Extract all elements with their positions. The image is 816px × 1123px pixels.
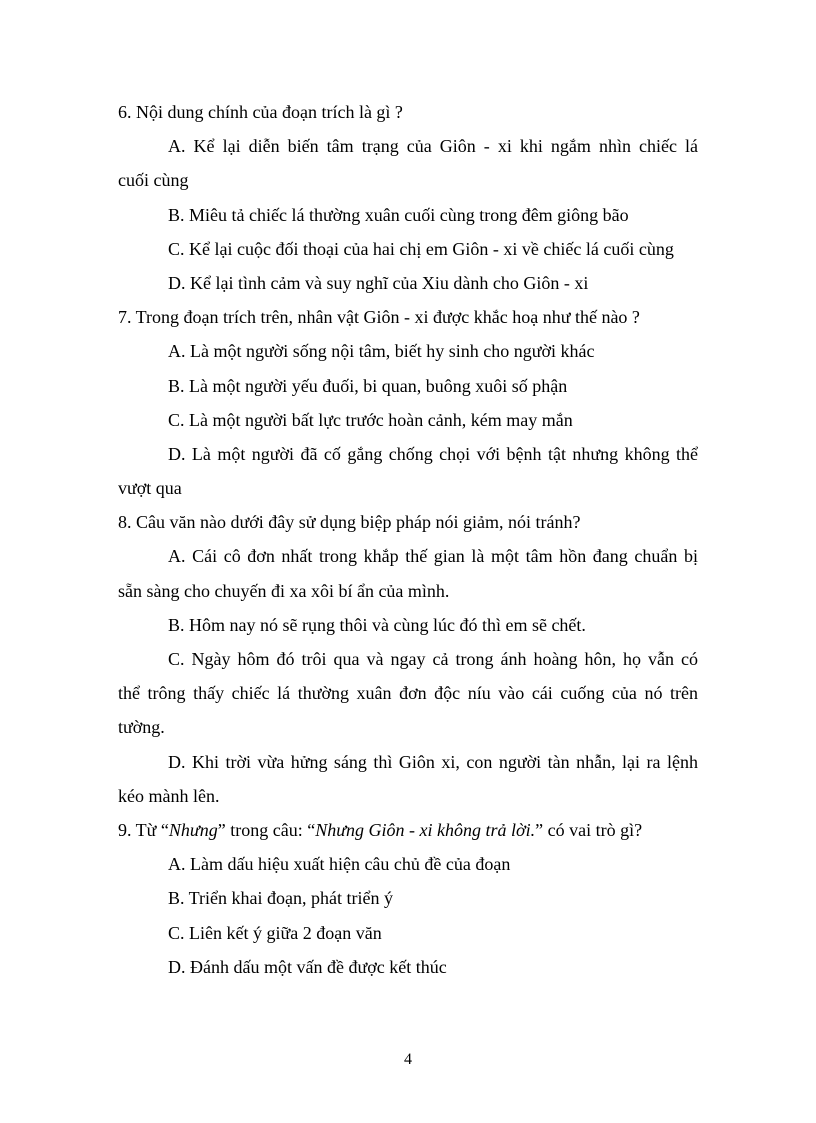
question-9-stem-part-a: 9. Từ “ <box>118 819 169 840</box>
question-6-option-a: A. Kể lại diễn biến tâm trạng của Giôn - xi khi ngắm nhìn chiếc lá <box>168 136 698 157</box>
question-list <box>118 95 698 984</box>
question-8-option-d-continuation: kéo mành lên. <box>118 785 220 806</box>
question-6-stem: 6. Nội dung chính của đoạn trích là gì ? <box>118 102 403 122</box>
question-7-option-a: A. Là một người sống nội tâm, biết hy sinh cho người khác <box>168 341 595 362</box>
question-9-stem-keyword: Nhưng <box>168 819 218 840</box>
question-9-stem-part-c: ” trong câu: “ <box>217 819 316 840</box>
question-6-option-a-continuation: cuối cùng <box>118 170 189 191</box>
question-7-option-b: B. Là một người yếu đuối, bi quan, buông xuôi số phận <box>168 375 568 396</box>
question-9-stem-quoted-sentence: Nhưng Giôn - xi không trả lời. <box>315 819 536 840</box>
question-8-option-d: D. Khi trời vừa hửng sáng thì Giôn xi, con người tàn nhẫn, lại ra lệnh <box>168 751 698 772</box>
question-9-option-a: A. Làm dấu hiệu xuất hiện câu chủ đề của đoạn <box>168 854 511 875</box>
page-number: 4 <box>404 1051 412 1068</box>
question-6-option-b: B. Miêu tả chiếc lá thường xuân cuối cùng trong đêm giông bão <box>168 204 629 225</box>
question-7-option-d-continuation: vượt qua <box>118 478 182 499</box>
question-8-option-c-continuation-2: tường. <box>118 717 165 738</box>
question-9-option-c: C. Liên kết ý giữa 2 đoạn văn <box>168 922 382 943</box>
question-9-stem-part-e: ” có vai trò gì? <box>535 819 643 840</box>
question-7-stem: 7. Trong đoạn trích trên, nhân vật Giôn - xi được khắc hoạ như thế nào ? <box>118 307 640 328</box>
question-7-option-c: C. Là một người bất lực trước hoàn cảnh, kém may mắn <box>168 409 573 430</box>
question-8-option-c: C. Ngày hôm đó trôi qua và ngay cả trong ánh hoàng hôn, họ vẫn có <box>168 649 698 669</box>
question-6-option-d: D. Kể lại tình cảm và suy nghĩ của Xiu dành cho Giôn - xi <box>168 272 589 293</box>
question-8-option-a-continuation: sẵn sàng cho chuyến đi xa xôi bí ẩn của mình. <box>118 580 450 601</box>
question-9-option-d: D. Đánh dấu một vấn đề được kết thúc <box>168 956 447 977</box>
question-9-option-b: B. Triển khai đoạn, phát triển ý <box>168 888 393 909</box>
question-9-stem <box>118 813 698 847</box>
question-6-option-c: C. Kể lại cuộc đối thoại của hai chị em Giôn - xi về chiếc lá cuối cùng <box>168 238 674 259</box>
question-8-option-a: A. Cái cô đơn nhất trong khắp thế gian là một tâm hồn đang chuẩn bị <box>168 546 698 567</box>
question-8-stem: 8. Câu văn nào dưới đây sử dụng biệp pháp nói giảm, nói tránh? <box>118 512 581 533</box>
question-8-option-b: B. Hôm nay nó sẽ rụng thôi và cùng lúc đó thì em sẽ chết. <box>168 614 586 635</box>
question-7-option-d: D. Là một người đã cố gắng chống chọi với bệnh tật nhưng không thể <box>168 443 698 464</box>
question-8-option-c-continuation: thể trông thấy chiếc lá thường xuân đơn độc níu vào cái cuống của nó trên <box>118 683 698 704</box>
